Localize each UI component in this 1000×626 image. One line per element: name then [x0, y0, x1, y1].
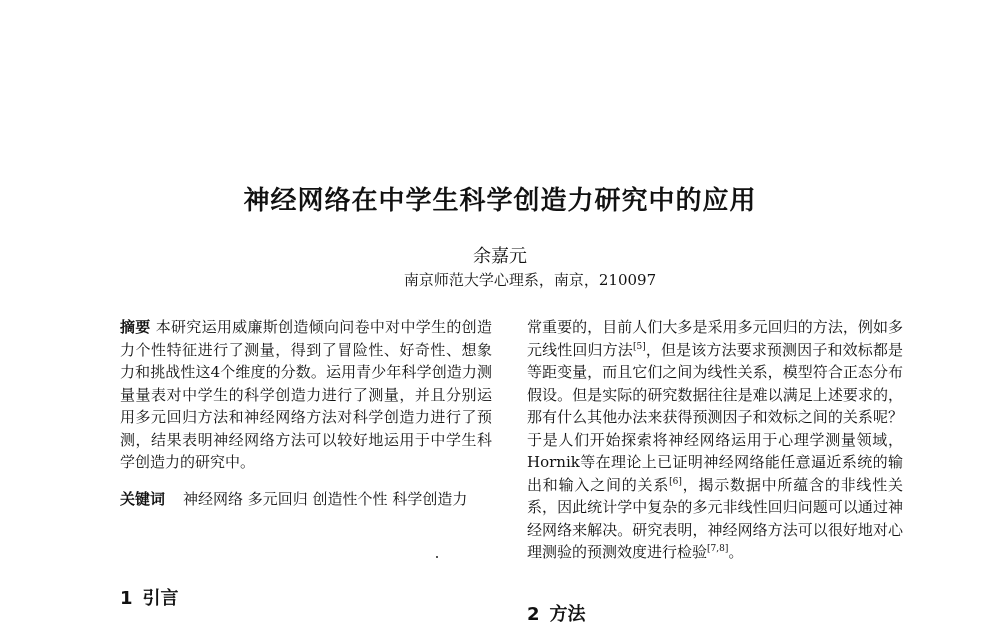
section-heading-method — [527, 604, 586, 626]
body-text: ，但是该方法要求预测因子和效标都是等距变量，而且它们之间为线性关系，模型符合正态分布假设。但是实际的研究数据往往是难以满足上述要求的，那有什么其他办法来获得预测因子和效标之间的关系呢？于是人们开始探索将神经网络运用于心理学测量领域，Hornik等在理论上已证明神经网络能任意逼近系统的输出和输入之间的关系 — [527, 340, 903, 494]
section-number: 1 — [120, 588, 133, 609]
abstract — [120, 316, 492, 474]
section-title: 引言 — [142, 588, 179, 609]
right-column — [527, 316, 903, 564]
left-column — [120, 316, 492, 510]
section-heading-introduction — [120, 588, 179, 610]
scan-speck — [436, 556, 438, 558]
author-name: 余嘉元 — [473, 246, 527, 267]
body-text: 常重要的，目前人们大多是采用多元回归的方法，例如多元线性回归方法 — [527, 318, 903, 359]
paper-title: 神经网络在中学生科学创造力研究中的应用 — [243, 186, 757, 216]
keywords-text: 神经网络 多元回归 创造性个性 科学创造力 — [183, 489, 468, 508]
keywords-label: 关键词 — [120, 489, 166, 508]
abstract-text: 本研究运用威廉斯创造倾向问卷中对中学生的创造力个性特征进行了测量，得到了冒险性、好奇性、想象力和挑战性这4个维度的分数。运用青少年科学创造力测量量表对中学生的科学创造力进行了测量，并且分别运用多元回归方法和神经网络方法对科学创造力进行了预测，结果表明神经网络方法可以较好地运用于中学生科学创造力的研究中。 — [120, 318, 492, 471]
section-number: 2 — [527, 604, 540, 625]
body-text: ，揭示数据中所蕴含的非线性关系，因此统计学中复杂的多元非线性回归问题可以通过神经网络来解决。研究表明，神经网络方法可以很好地对心理测验的预测效度进行检验 — [527, 475, 903, 561]
citation: [5] — [632, 341, 646, 352]
citation: [6] — [669, 476, 682, 487]
body-paragraph — [527, 316, 903, 564]
citation: [7,8] — [707, 544, 729, 554]
section-title: 方法 — [549, 604, 586, 625]
keywords — [120, 488, 492, 511]
body-text: 。 — [728, 543, 744, 561]
author-affiliation: 南京师范大学心理系，南京，210097 — [403, 271, 657, 289]
abstract-label: 摘要 — [120, 318, 151, 336]
